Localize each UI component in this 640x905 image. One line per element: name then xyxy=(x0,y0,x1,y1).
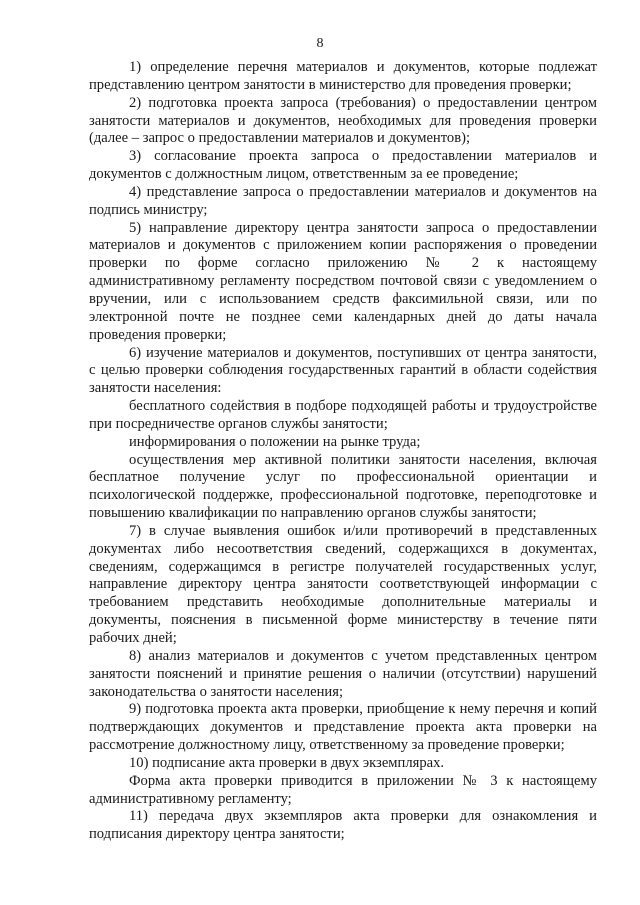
paragraph-item-7: 7) в случае выявления ошибок и/или противоречий в представленных документах либо несоответствия сведений, содержащихся в документах, сведениям, содержащимся в регистре получателей государственных услуг, направление директору центра занятости соответствующей информации с требованием представить необходимые дополнительные материалы и документы, пояснения в письменной форме министерству в течение пяти рабочих дней; xyxy=(89,522,597,646)
paragraph-item-11: 11) передача двух экземпляров акта проверки для ознакомления и подписания директору центра занятости; xyxy=(89,808,597,843)
paragraph-item-5: 5) направление директору центра занятости запроса о предоставлении материалов и документов с приложением копии распоряжения о проведении проверки по форме согласно приложению № 2 к настоящему административному регламенту посредством почтовой связи с уведомлением о вручении, или с использованием средств факсимильной связи, или по электронной почте не позднее семи календарных дней до даты начала проведения проверки; xyxy=(89,219,597,343)
paragraph-item-4: 4) представление запроса о предоставлении материалов и документов на подпись министру; xyxy=(89,183,597,218)
paragraph-item-6: 6) изучение материалов и документов, поступивших от центра занятости, с целью проверки соблюдения государственных гарантий в области содействия занятости населения: xyxy=(89,344,597,397)
document-body xyxy=(89,59,597,844)
page-number: 8 xyxy=(316,36,324,51)
paragraph-item-9: 9) подготовка проекта акта проверки, приобщение к нему перечня и копий подтверждающих документов и представление проекта акта проверки на рассмотрение должностному лицу, ответственному за проведение проверки; xyxy=(89,701,597,754)
paragraph-item-1: 1) определение перечня материалов и документов, которые подлежат представлению центром занятости в министерство для проведения проверки; xyxy=(89,59,597,93)
paragraph-item-10: 10) подписание акта проверки в двух экземплярах. xyxy=(129,754,445,771)
paragraph-subitem-informing: информирования о положении на рынке труда; xyxy=(129,433,421,450)
paragraph-item-2: 2) подготовка проекта запроса (требования) о предоставлении центром занятости материалов и документов, необходимых для проведения проверки (далее – запрос о предоставлении материалов и документов); xyxy=(89,94,597,147)
paragraph-subitem-active-policy: осуществления мер активной политики занятости населения, включая бесплатное получение услуг по профессиональной ориентации и психологической поддержке, профессиональной подготовке, переподготовке и повышению квалификации по направлению органов службы занятости; xyxy=(89,451,597,522)
paragraph-item-8: 8) анализ материалов и документов с учетом представленных центром занятости пояснений и принятие решения о наличии (отсутствии) нарушений законодательства о занятости населения; xyxy=(89,647,597,700)
paragraph-subitem-free-assistance: бесплатного содействия в подборе подходящей работы и трудоустройстве при посредничестве органов службы занятости; xyxy=(89,398,597,432)
paragraph-item-3: 3) согласование проекта запроса о предоставлении материалов и документов с должностным лицом, ответственным за ее проведение; xyxy=(89,148,597,183)
paragraph-act-form-note: Форма акта проверки приводится в приложении № 3 к настоящему административному регламенту; xyxy=(89,772,597,807)
